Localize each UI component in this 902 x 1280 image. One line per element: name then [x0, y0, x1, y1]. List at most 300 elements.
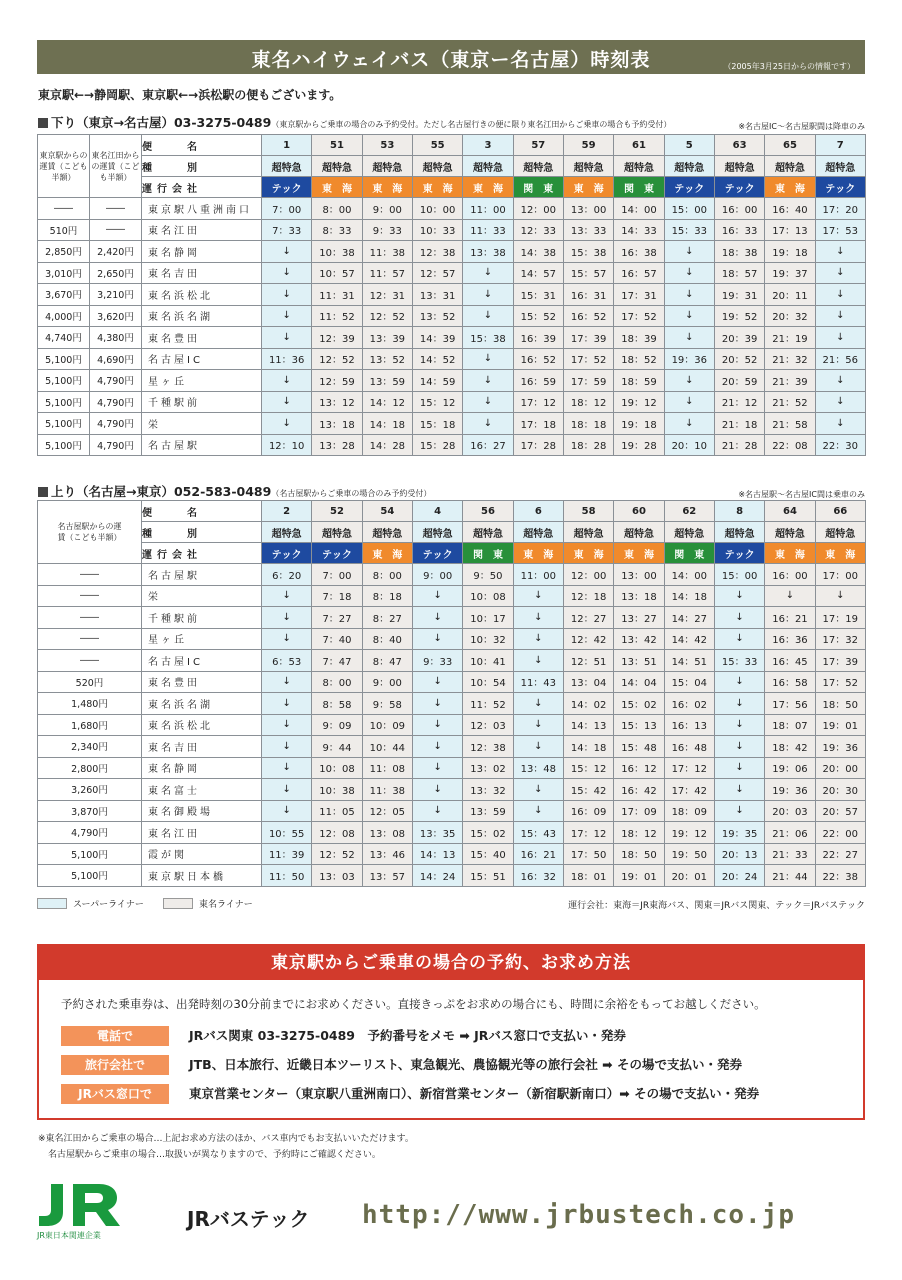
stop-name: 東名御殿場	[142, 800, 262, 822]
time-cell: 9：00	[362, 198, 412, 220]
time-cell: 18：38	[714, 241, 764, 263]
operator-badge: テック	[312, 543, 362, 564]
bus-type: 超特急	[563, 156, 613, 177]
fare-nagoya: 2,340円	[38, 736, 142, 758]
time-cell: 16：21	[765, 607, 815, 629]
time-cell: ↓	[412, 607, 462, 629]
bus-type: 超特急	[513, 522, 563, 543]
time-cell: 11：31	[312, 284, 362, 306]
time-cell: 9：58	[362, 693, 412, 715]
stop-name: 千種駅前	[142, 607, 262, 629]
time-cell: 13：35	[412, 822, 462, 844]
time-cell: 20：10	[664, 434, 714, 456]
fare-nagoya: 520円	[38, 671, 142, 693]
stop-name: 東名吉田	[142, 736, 262, 758]
time-cell: 15：02	[614, 693, 664, 715]
bus-number: 59	[563, 135, 613, 156]
bus-number: 56	[463, 501, 513, 522]
time-cell: 11：43	[513, 671, 563, 693]
down-heading-text: 下り（東京→名古屋）03-3275-0489	[51, 115, 272, 130]
time-cell: 13：00	[614, 564, 664, 586]
operator-badge: 東 海	[563, 177, 613, 198]
time-cell: 6：53	[262, 650, 312, 672]
time-cell: 19：01	[815, 714, 865, 736]
subline: 東京駅←→静岡駅、東京駅←→浜松駅の便もございます。	[38, 88, 342, 102]
time-cell: 20：59	[714, 370, 764, 392]
time-cell: 16：42	[614, 779, 664, 801]
operator-badge: テック	[815, 177, 865, 198]
time-cell: 11：00	[513, 564, 563, 586]
time-cell: 13：48	[513, 757, 563, 779]
fare-eda: ――	[90, 219, 142, 241]
time-cell: 9：00	[412, 564, 462, 586]
legend-tomei	[163, 897, 253, 910]
time-cell: 16：00	[765, 564, 815, 586]
time-cell: 13：59	[463, 800, 513, 822]
time-cell: ↓	[815, 413, 865, 435]
time-cell: 20：24	[714, 865, 764, 887]
time-cell: 14：00	[664, 564, 714, 586]
bus-type: 超特急	[714, 522, 764, 543]
footnote-2: 名古屋駅からご乗車の場合…取扱いが異なりますので、予約時にご確認ください。	[48, 1150, 381, 1160]
time-cell: 17：32	[815, 628, 865, 650]
time-cell: ↓	[714, 585, 764, 607]
time-cell: ↓	[513, 779, 563, 801]
time-cell: 16：09	[563, 800, 613, 822]
bus-number: 7	[815, 135, 865, 156]
time-cell: 18：09	[664, 800, 714, 822]
down-heading-note: （東京駅からご乗車の場合のみ予約受付。ただし名古屋行きの便に限り東名江田からご乗車の場合も予約受付）	[271, 120, 672, 129]
bus-type: 超特急	[765, 522, 815, 543]
time-cell: 14：39	[412, 327, 462, 349]
time-cell: ↓	[412, 693, 462, 715]
time-cell: 8：18	[362, 585, 412, 607]
agency-text: JTB、日本旅行、近畿日本ツーリスト、東急観光、農協観光等の旅行会社 ➡ その場で支払い・発券	[189, 1057, 743, 1072]
time-cell: 11：38	[362, 779, 412, 801]
time-cell: 13：39	[362, 327, 412, 349]
time-cell: ↓	[262, 628, 312, 650]
time-cell: 16：48	[664, 736, 714, 758]
table-row	[38, 714, 866, 736]
time-cell: 21：28	[714, 434, 764, 456]
bus-number: 51	[312, 135, 362, 156]
fare-header-tokyo: 東京駅からの運賃（こども半額）	[38, 135, 90, 198]
time-cell: 13：18	[614, 585, 664, 607]
operator-badge: 関 東	[463, 543, 513, 564]
operator-badge: 東 海	[362, 543, 412, 564]
time-cell: 14：04	[614, 671, 664, 693]
operator-badge: 東 海	[513, 543, 563, 564]
operator-badge: 東 海	[463, 177, 513, 198]
table-row	[38, 843, 866, 865]
logo-subtitle: JR東日本関連企業	[37, 1231, 101, 1240]
table-row	[38, 391, 866, 413]
time-cell: 21：33	[765, 843, 815, 865]
time-cell: ↓	[262, 413, 312, 435]
time-cell: 18：52	[614, 348, 664, 370]
square-bullet-icon	[38, 487, 48, 497]
bus-number: 60	[614, 501, 664, 522]
time-cell: 15：48	[614, 736, 664, 758]
phone-text: JRバス関東 03-3275-0489 予約番号をメモ ➡ JRバス窓口で支払い・発券	[189, 1028, 626, 1043]
tomei-swatch	[163, 898, 193, 909]
stop-name: 千種駅前	[142, 391, 262, 413]
operator-label: 運行会社	[142, 177, 262, 198]
time-cell: 19：52	[714, 305, 764, 327]
stop-name: 東名浜名湖	[142, 305, 262, 327]
time-cell: 22：30	[815, 434, 865, 456]
fare-tokyo: 3,670円	[38, 284, 90, 306]
stop-name: 栄	[142, 585, 262, 607]
time-cell: 16：33	[714, 219, 764, 241]
bus-number: 62	[664, 501, 714, 522]
time-cell: 10：38	[312, 779, 362, 801]
time-cell: 8：47	[362, 650, 412, 672]
time-cell: 8：58	[312, 693, 362, 715]
time-cell: 12：00	[513, 198, 563, 220]
time-cell: ↓	[664, 413, 714, 435]
time-cell: 15：13	[614, 714, 664, 736]
fare-nagoya: 3,870円	[38, 800, 142, 822]
operator-badge: 東 海	[312, 177, 362, 198]
time-cell: 18：07	[765, 714, 815, 736]
fare-eda: ――	[90, 198, 142, 220]
time-cell: 8：33	[312, 219, 362, 241]
time-cell: 21：18	[714, 413, 764, 435]
bus-type: 超特急	[614, 156, 664, 177]
time-cell: 16：21	[513, 843, 563, 865]
time-cell: 21：52	[765, 391, 815, 413]
time-cell: 15：42	[563, 779, 613, 801]
time-cell: 16：27	[463, 434, 513, 456]
operator-badge: テック	[664, 177, 714, 198]
fare-eda: 4,790円	[90, 391, 142, 413]
bus-number: 57	[513, 135, 563, 156]
stop-name: 名古屋IC	[142, 348, 262, 370]
stop-name: 東名江田	[142, 219, 262, 241]
fare-nagoya: 1,680円	[38, 714, 142, 736]
time-cell: 21：12	[714, 391, 764, 413]
fare-tokyo: 5,100円	[38, 370, 90, 392]
time-cell: 12：08	[312, 822, 362, 844]
super-swatch	[37, 898, 67, 909]
up-heading-text: 上り（名古屋→東京）052-583-0489	[51, 484, 272, 499]
time-cell: 14：33	[614, 219, 664, 241]
bin-label: 便 名	[142, 501, 262, 522]
time-cell: 16：32	[513, 865, 563, 887]
fare-nagoya: ――	[38, 650, 142, 672]
reservation-box	[37, 944, 865, 1120]
time-cell: 13：00	[563, 198, 613, 220]
time-cell: 14：18	[362, 413, 412, 435]
time-cell: 12：57	[412, 262, 462, 284]
time-cell: 13：51	[614, 650, 664, 672]
stop-name: 東名浜松北	[142, 284, 262, 306]
time-cell: ↓	[262, 714, 312, 736]
fare-eda: 4,790円	[90, 370, 142, 392]
time-cell: 13：08	[362, 822, 412, 844]
time-cell: 21：44	[765, 865, 815, 887]
time-cell: 13：03	[312, 865, 362, 887]
time-cell: 13：18	[312, 413, 362, 435]
time-cell: ↓	[714, 671, 764, 693]
time-cell: ↓	[664, 241, 714, 263]
time-cell: ↓	[815, 585, 865, 607]
time-cell: 16：40	[765, 198, 815, 220]
time-cell: 14：42	[664, 628, 714, 650]
time-cell: ↓	[412, 779, 462, 801]
fare-tokyo: 5,100円	[38, 434, 90, 456]
time-cell: 16：59	[513, 370, 563, 392]
time-cell: ↓	[262, 693, 312, 715]
time-cell: 16：45	[765, 650, 815, 672]
table-row	[38, 822, 866, 844]
fare-eda: 2,650円	[90, 262, 142, 284]
time-cell: 19：36	[765, 779, 815, 801]
time-cell: ↓	[262, 779, 312, 801]
time-cell: 11：57	[362, 262, 412, 284]
bus-type: 超特急	[262, 522, 312, 543]
bus-number: 53	[362, 135, 412, 156]
time-cell: 17：12	[664, 757, 714, 779]
website-url[interactable]: http://www.jrbustech.co.jp	[362, 1200, 795, 1230]
fare-nagoya: 4,790円	[38, 822, 142, 844]
time-cell: 17：20	[815, 198, 865, 220]
time-cell: 12：03	[463, 714, 513, 736]
agency-label: 旅行会社で	[61, 1055, 169, 1075]
operator-badge: 東 海	[412, 177, 462, 198]
time-cell: 20：57	[815, 800, 865, 822]
time-cell: 14：27	[664, 607, 714, 629]
time-cell: 13：02	[463, 757, 513, 779]
time-cell: 17：39	[563, 327, 613, 349]
time-cell: 22：08	[765, 434, 815, 456]
time-cell: 17：59	[563, 370, 613, 392]
bus-number: 6	[513, 501, 563, 522]
bus-type: 超特急	[513, 156, 563, 177]
time-cell: 11：39	[262, 843, 312, 865]
bus-type: 超特急	[262, 156, 312, 177]
time-cell: 12：27	[563, 607, 613, 629]
time-cell: 15：28	[412, 434, 462, 456]
time-cell: 13：12	[312, 391, 362, 413]
fare-tokyo: ――	[38, 198, 90, 220]
time-cell: 16：31	[563, 284, 613, 306]
time-cell: ↓	[815, 241, 865, 263]
time-cell: ↓	[463, 348, 513, 370]
time-cell: 15：33	[664, 219, 714, 241]
bus-number: 4	[412, 501, 462, 522]
time-cell: 11：05	[312, 800, 362, 822]
time-cell: 14：38	[513, 241, 563, 263]
time-cell: 19：31	[714, 284, 764, 306]
time-cell: 21：32	[765, 348, 815, 370]
fare-nagoya: ――	[38, 628, 142, 650]
time-cell: 13：42	[614, 628, 664, 650]
time-cell: 20：00	[815, 757, 865, 779]
time-cell: 20：52	[714, 348, 764, 370]
time-cell: 10：32	[463, 628, 513, 650]
table-row	[38, 413, 866, 435]
fare-nagoya: 5,100円	[38, 865, 142, 887]
fare-nagoya: 5,100円	[38, 843, 142, 865]
time-cell: 14：59	[412, 370, 462, 392]
table-row	[38, 800, 866, 822]
time-cell: 12：05	[362, 800, 412, 822]
time-cell: 14：18	[563, 736, 613, 758]
time-cell: 7：27	[312, 607, 362, 629]
time-cell: 7：18	[312, 585, 362, 607]
stop-name: 東名豊田	[142, 671, 262, 693]
time-cell: ↓	[412, 757, 462, 779]
bus-number: 54	[362, 501, 412, 522]
bus-type: 超特急	[664, 156, 714, 177]
bus-number: 3	[463, 135, 513, 156]
operator-badge: 関 東	[664, 543, 714, 564]
stop-name: 東京駅八重洲南口	[142, 198, 262, 220]
time-cell: 14：00	[614, 198, 664, 220]
time-cell: 11：00	[463, 198, 513, 220]
time-cell: 15：52	[513, 305, 563, 327]
type-label: 種 別	[142, 156, 262, 177]
bus-type: 超特急	[463, 522, 513, 543]
fare-eda: 4,380円	[90, 327, 142, 349]
time-cell: ↓	[664, 391, 714, 413]
time-cell: ↓	[412, 671, 462, 693]
time-cell: ↓	[714, 607, 764, 629]
legend-tomei-label: 東名ライナー	[199, 900, 253, 910]
time-cell: 9：44	[312, 736, 362, 758]
time-cell: ↓	[262, 607, 312, 629]
time-cell: ↓	[513, 714, 563, 736]
time-cell: ↓	[714, 628, 764, 650]
time-cell: 16：13	[664, 714, 714, 736]
time-cell: 15：57	[563, 262, 613, 284]
table-row	[38, 241, 866, 263]
header-row-operator	[38, 177, 866, 198]
time-cell: ↓	[262, 370, 312, 392]
bus-type: 超特急	[312, 522, 362, 543]
time-cell: 14：28	[362, 434, 412, 456]
time-cell: 12：00	[563, 564, 613, 586]
time-cell: 16：52	[563, 305, 613, 327]
fare-eda: 2,420円	[90, 241, 142, 263]
time-cell: 8：00	[362, 564, 412, 586]
time-cell: 11：52	[463, 693, 513, 715]
reservation-intro: 予約された乗車券は、出発時刻の30分前までにお求めください。直接きっぷをお求めの場合にも、時間に余裕をもってお越しください。	[61, 997, 766, 1011]
time-cell: 18：39	[614, 327, 664, 349]
time-cell: 22：00	[815, 822, 865, 844]
time-cell: 20：32	[765, 305, 815, 327]
stop-name: 霞が関	[142, 843, 262, 865]
bus-type: 超特急	[765, 156, 815, 177]
time-cell: 10：44	[362, 736, 412, 758]
time-cell: ↓	[262, 305, 312, 327]
time-cell: 13：27	[614, 607, 664, 629]
time-cell: 9：33	[412, 650, 462, 672]
time-cell: 15：00	[714, 564, 764, 586]
bus-type: 超特急	[714, 156, 764, 177]
time-cell: 13：59	[362, 370, 412, 392]
time-cell: ↓	[714, 779, 764, 801]
table-row	[38, 628, 866, 650]
fare-eda: 3,210円	[90, 284, 142, 306]
time-cell: 10：00	[412, 198, 462, 220]
page-title: 東名ハイウェイバス（東京ー名古屋）時刻表	[251, 49, 651, 71]
bus-type: 超特急	[412, 156, 462, 177]
fare-nagoya: ――	[38, 585, 142, 607]
time-cell: 16：39	[513, 327, 563, 349]
fare-eda: 4,690円	[90, 348, 142, 370]
time-cell: 17：19	[815, 607, 865, 629]
time-cell: 21：19	[765, 327, 815, 349]
time-cell: 17：09	[614, 800, 664, 822]
time-cell: 14：24	[412, 865, 462, 887]
time-cell: 13：31	[412, 284, 462, 306]
time-cell: 16：52	[513, 348, 563, 370]
time-cell: 15：18	[412, 413, 462, 435]
time-cell: 9：50	[463, 564, 513, 586]
time-cell: ↓	[815, 262, 865, 284]
time-cell: 17：12	[513, 391, 563, 413]
time-cell: 17：18	[513, 413, 563, 435]
time-cell: 15：04	[664, 671, 714, 693]
time-cell: ↓	[664, 305, 714, 327]
up-timetable	[37, 500, 866, 887]
bus-number: 66	[815, 501, 865, 522]
time-cell: 20：03	[765, 800, 815, 822]
operator-badge: 東 海	[362, 177, 412, 198]
operator-badge: 関 東	[614, 177, 664, 198]
bus-type: 超特急	[412, 522, 462, 543]
stop-name: 東名江田	[142, 822, 262, 844]
time-cell: ↓	[412, 800, 462, 822]
table-row	[38, 779, 866, 801]
header-row-bin	[38, 501, 866, 522]
time-cell: 19：18	[765, 241, 815, 263]
bus-number: 8	[714, 501, 764, 522]
time-cell: 9：09	[312, 714, 362, 736]
time-cell: 17：42	[664, 779, 714, 801]
time-cell: 19：35	[714, 822, 764, 844]
time-cell: 19：06	[765, 757, 815, 779]
up-heading	[38, 482, 431, 500]
time-cell: 19：12	[664, 822, 714, 844]
time-cell: 16：12	[614, 757, 664, 779]
time-cell: ↓	[714, 714, 764, 736]
time-cell: 16：38	[614, 241, 664, 263]
time-cell: 21：58	[765, 413, 815, 435]
bus-type: 超特急	[312, 156, 362, 177]
time-cell: 13：38	[463, 241, 513, 263]
operator-note: 運行会社：東海＝JR東海バス、関東＝JRバス関東、テック＝JRバステック	[568, 901, 865, 911]
time-cell: ↓	[513, 736, 563, 758]
operator-badge: 東 海	[765, 177, 815, 198]
time-cell: ↓	[412, 585, 462, 607]
time-cell: 14：18	[664, 585, 714, 607]
time-cell: 12：52	[362, 305, 412, 327]
time-cell: 12：51	[563, 650, 613, 672]
table-row	[38, 434, 866, 456]
fare-header-nagoya: 名古屋駅からの運賃（こども半額）	[38, 501, 142, 564]
time-cell: 15：02	[463, 822, 513, 844]
time-cell: 17：39	[815, 650, 865, 672]
time-cell: 19：37	[765, 262, 815, 284]
time-cell: ↓	[412, 736, 462, 758]
time-cell: 21：06	[765, 822, 815, 844]
time-cell: ↓	[664, 284, 714, 306]
bus-type: 超特急	[815, 522, 865, 543]
